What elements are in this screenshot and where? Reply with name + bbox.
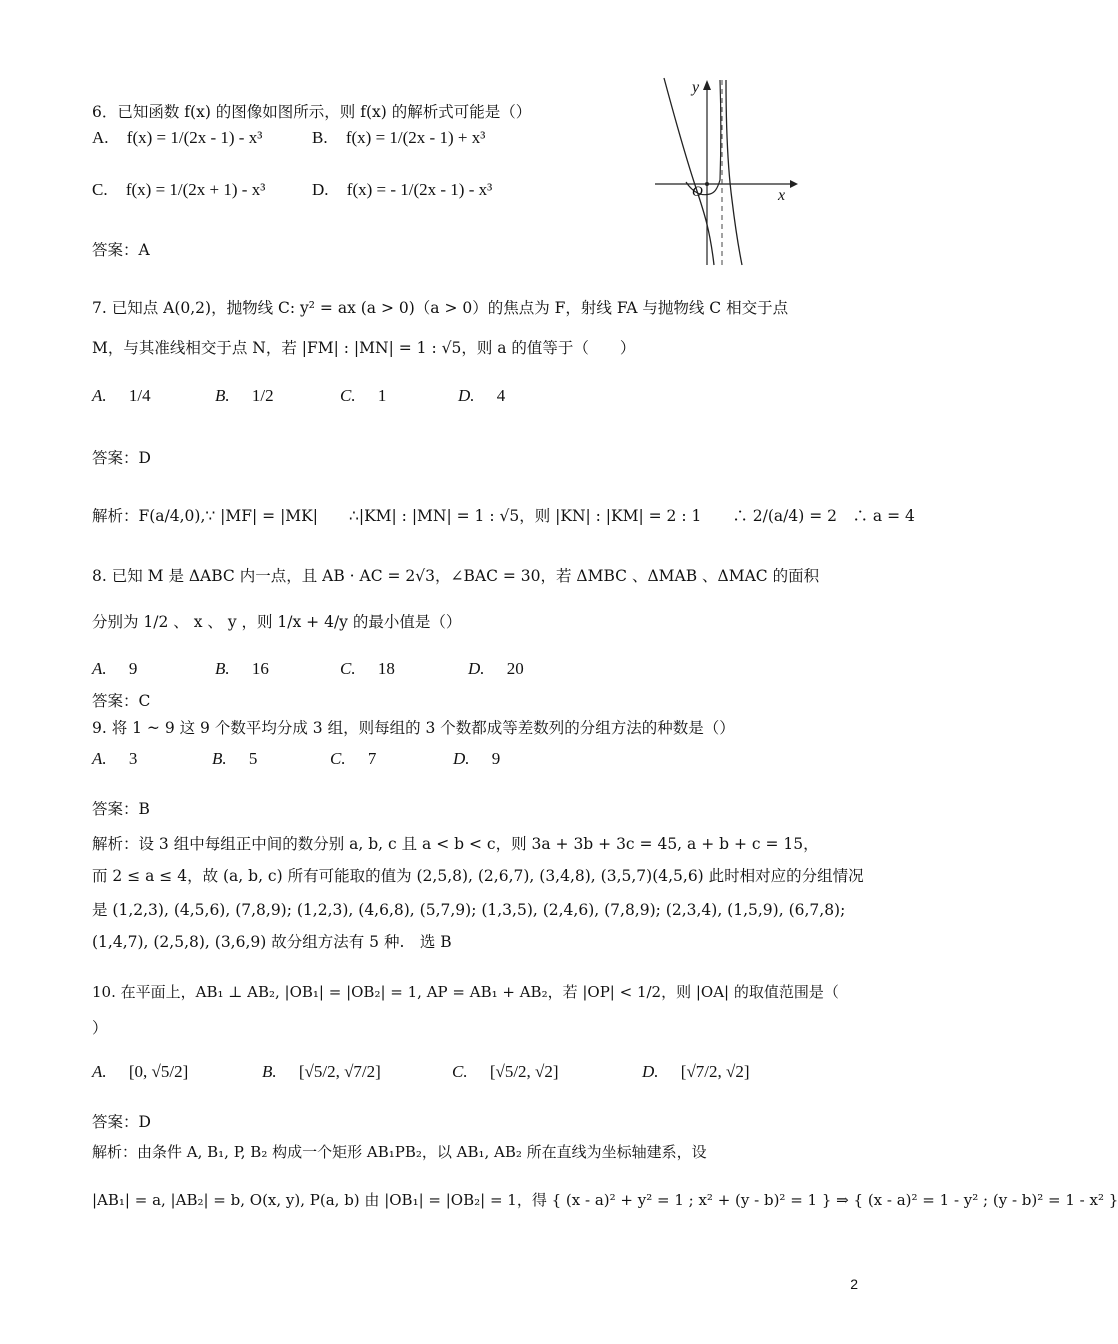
q10-option-c-text: [√5/2, √2] [489, 1062, 559, 1081]
q10-analysis-line2: |AB₁| = a, |AB₂| = b, O(x, y), P(a, b) 由 |OB₁| = |OB₂| = 1，得 { (x - a)² + y² = 1 ; x² + (y - b)² = 1 } ⇒ { (x - a)² = 1 - y² ; (y - b)² = 1 - x² } [92, 1191, 1118, 1209]
q10-option-d: D. [√7/2, √2] [642, 1062, 750, 1081]
q8-option-b-text: 16 [251, 659, 269, 678]
q10-option-a: A. [0, √5/2] [92, 1062, 189, 1081]
q10-stem-line2: ） [92, 1019, 108, 1037]
q9-analysis-line3: 是 (1,2,3), (4,5,6), (7,8,9); (1,2,3), (4,6,8), (5,7,9); (1,3,5), (2,4,6), (7,8,9); (2,3,4), (1,5,9), (6,7,8); [92, 901, 846, 919]
q7-option-b: B. 1/2 [215, 386, 274, 405]
q7-option-b-text: 1/2 [251, 386, 274, 405]
y-axis-label: y [692, 79, 700, 96]
q7-option-a: A. 1/4 [92, 386, 151, 405]
q7-option-a-text: 1/4 [128, 386, 151, 405]
q6-option-b-text: f(x) = 1/(2x - 1) + x³ [345, 128, 486, 147]
q10-option-b: B. [√5/2, √7/2] [262, 1062, 381, 1081]
y-axis-arrow [703, 80, 711, 90]
x-axis-label: x [778, 187, 786, 204]
q6-option-d-text: f(x) = - 1/(2x - 1) - x³ [346, 180, 493, 199]
q9-option-c: C. 7 [330, 749, 377, 768]
q9-answer: 答案：B [92, 800, 150, 818]
q8-option-a-text: 9 [128, 659, 138, 678]
q7-option-d-text: 4 [496, 386, 506, 405]
q6-option-c: C. f(x) = 1/(2x + 1) - x³ [92, 180, 266, 199]
q6-option-b: B. f(x) = 1/(2x - 1) + x³ [312, 128, 486, 147]
q9-option-a-text: 3 [128, 749, 138, 768]
q10-option-c: C. [√5/2, √2] [452, 1062, 559, 1081]
q8-answer: 答案：C [92, 692, 151, 710]
x-axis-arrow [790, 180, 798, 188]
q7-analysis: 解析：F(a/4,0),∵ |MF| = |MK| ∴|KM| : |MN| = 1 : √5，则 |KN| : |KM| = 2 : 1 ∴ 2/(a/4) = 2 ∴ a = 4 [92, 507, 915, 525]
q9-analysis-line4: (1,4,7), (2,5,8), (3,6,9) 故分组方法有 5 种. 选 B [92, 933, 452, 951]
q8-option-a: A. 9 [92, 659, 138, 678]
q8-stem-line2: 分别为 1/2 、 x 、 y ，则 1/x + 4/y 的最小值是（） [92, 613, 462, 631]
origin-dot [705, 182, 709, 186]
q9-option-c-text: 7 [367, 749, 377, 768]
q7-option-d: D. 4 [458, 386, 506, 405]
q6-option-c-text: f(x) = 1/(2x + 1) - x³ [125, 180, 266, 199]
right-branch-curve [726, 80, 742, 265]
q9-analysis-line1: 解析：设 3 组中每组正中间的数分别 a, b, c 且 a < b < c，则 3a + 3b + 3c = 45, a + b + c = 15， [92, 835, 819, 853]
q7-option-c: C. 1 [340, 386, 387, 405]
q9-analysis-line2: 而 2 ≤ a ≤ 4，故 (a, b, c) 所有可能取的值为 (2,5,8), (2,6,7), (3,4,8), (3,5,7)(4,5,6) 此时相对应的分组情况 [92, 867, 864, 885]
q6-function-graph [650, 70, 800, 270]
q9-option-b-text: 5 [248, 749, 258, 768]
q9-stem: 9. 将 1 ~ 9 这 9 个数平均分成 3 组，则每组的 3 个数都成等差数列的分组方法的种数是（） [92, 719, 735, 737]
q8-option-b: B. 16 [215, 659, 269, 678]
q10-analysis-line1: 解析：由条件 A, B₁, P, B₂ 构成一个矩形 AB₁PB₂，以 AB₁, AB₂ 所在直线为坐标轴建系，设 [92, 1143, 707, 1161]
q10-option-d-text: [√7/2, √2] [680, 1062, 750, 1081]
q9-option-d-text: 9 [491, 749, 501, 768]
q7-stem-line2: M，与其准线相交于点 N，若 |FM| : |MN| = 1 : √5，则 a 的值等于（ ） [92, 339, 636, 357]
q8-option-c: C. 18 [340, 659, 395, 678]
q6-stem: 6．已知函数 f(x) 的图像如图所示，则 f(x) 的解析式可能是（） [92, 103, 532, 121]
page-number: 2 [850, 1276, 858, 1292]
q6-answer: 答案：A [92, 241, 150, 259]
q8-option-d-text: 20 [506, 659, 524, 678]
q7-stem-line1: 7. 已知点 A(0,2)，抛物线 C: y² = ax (a > 0)（a > 0）的焦点为 F，射线 FA 与抛物线 C 相交于点 [92, 299, 789, 317]
q10-option-b-text: [√5/2, √7/2] [298, 1062, 381, 1081]
q7-option-c-text: 1 [377, 386, 387, 405]
q7-answer: 答案：D [92, 449, 151, 467]
q6-option-a: A. f(x) = 1/(2x - 1) - x³ [92, 128, 263, 147]
q8-stem-line1: 8. 已知 M 是 ΔABC 内一点，且 AB · AC = 2√3，∠BAC = 30，若 ΔMBC 、ΔMAB 、ΔMAC 的面积 [92, 567, 820, 585]
q9-option-d: D. 9 [453, 749, 501, 768]
left-branch-tail [686, 80, 721, 195]
q8-option-d: D. 20 [468, 659, 524, 678]
q6-option-d: D. f(x) = - 1/(2x - 1) - x³ [312, 180, 493, 199]
q8-option-c-text: 18 [377, 659, 395, 678]
q9-option-a: A. 3 [92, 749, 138, 768]
q9-option-b: B. 5 [212, 749, 258, 768]
q10-option-a-text: [0, √5/2] [128, 1062, 189, 1081]
q6-option-a-text: f(x) = 1/(2x - 1) - x³ [126, 128, 263, 147]
origin-label: O [692, 184, 703, 200]
q10-stem-line1: 10. 在平面上，AB₁ ⊥ AB₂, |OB₁| = |OB₂| = 1, AP = AB₁ + AB₂，若 |OP| < 1/2，则 |OA| 的取值范围是（ [92, 983, 839, 1001]
q10-answer: 答案：D [92, 1113, 151, 1131]
